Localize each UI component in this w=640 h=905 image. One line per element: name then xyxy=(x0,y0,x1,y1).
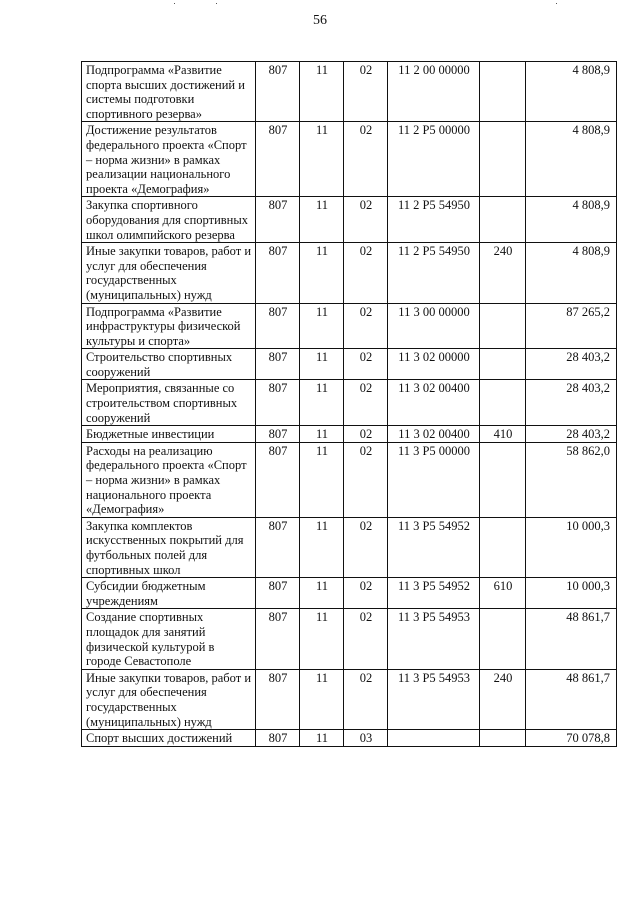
cell-csr: 11 3 P5 00000 xyxy=(388,442,480,517)
cell-vr xyxy=(480,303,526,349)
cell-sum: 28 403,2 xyxy=(526,380,617,426)
cell-ved: 807 xyxy=(256,517,300,577)
cell-name: Иные закупки товаров, работ и услуг для обеспечения государственных (муниципальных) нужд xyxy=(82,243,256,303)
cell-csr: 11 2 P5 54950 xyxy=(388,243,480,303)
scan-marks xyxy=(0,0,640,10)
cell-rz: 11 xyxy=(300,426,344,443)
cell-pr: 02 xyxy=(344,349,388,380)
cell-pr: 02 xyxy=(344,517,388,577)
cell-rz: 11 xyxy=(300,303,344,349)
cell-csr: 11 2 P5 00000 xyxy=(388,122,480,197)
cell-name: Подпрограмма «Развитие спорта высших достижений и системы подготовки спортивного резерва» xyxy=(82,62,256,122)
cell-name: Субсидии бюджетным учреждениям xyxy=(82,578,256,609)
cell-vr: 240 xyxy=(480,669,526,729)
cell-name: Иные закупки товаров, работ и услуг для обеспечения государственных (муниципальных) нужд xyxy=(82,669,256,729)
cell-vr xyxy=(480,380,526,426)
table-body xyxy=(82,62,617,747)
cell-name: Бюджетные инвестиции xyxy=(82,426,256,443)
table-row xyxy=(82,669,617,729)
cell-vr xyxy=(480,62,526,122)
cell-ved: 807 xyxy=(256,303,300,349)
cell-csr: 11 3 02 00000 xyxy=(388,349,480,380)
cell-sum: 10 000,3 xyxy=(526,578,617,609)
cell-vr xyxy=(480,122,526,197)
cell-pr: 02 xyxy=(344,303,388,349)
scan-dot xyxy=(556,3,557,4)
cell-ved: 807 xyxy=(256,122,300,197)
table-row xyxy=(82,426,617,443)
table-row xyxy=(82,243,617,303)
cell-vr xyxy=(480,442,526,517)
cell-vr xyxy=(480,349,526,380)
cell-csr: 11 3 P5 54953 xyxy=(388,669,480,729)
cell-rz: 11 xyxy=(300,197,344,243)
cell-rz: 11 xyxy=(300,349,344,380)
cell-ved: 807 xyxy=(256,669,300,729)
cell-sum: 4 808,9 xyxy=(526,243,617,303)
cell-sum: 10 000,3 xyxy=(526,517,617,577)
cell-csr: 11 3 P5 54953 xyxy=(388,609,480,669)
cell-rz: 11 xyxy=(300,122,344,197)
cell-ved: 807 xyxy=(256,609,300,669)
cell-name: Строительство спортивных сооружений xyxy=(82,349,256,380)
cell-csr: 11 2 00 00000 xyxy=(388,62,480,122)
cell-vr xyxy=(480,197,526,243)
cell-name: Расходы на реализацию федерального проекта «Спорт – норма жизни» в рамках национального проекта «Демография» xyxy=(82,442,256,517)
cell-vr xyxy=(480,730,526,747)
cell-rz: 11 xyxy=(300,517,344,577)
cell-rz: 11 xyxy=(300,243,344,303)
cell-csr: 11 3 P5 54952 xyxy=(388,517,480,577)
cell-ved: 807 xyxy=(256,426,300,443)
cell-ved: 807 xyxy=(256,442,300,517)
cell-csr: 11 3 P5 54952 xyxy=(388,578,480,609)
table-row xyxy=(82,62,617,122)
budget-table xyxy=(81,61,617,747)
table-row xyxy=(82,730,617,747)
cell-name: Создание спортивных площадок для занятий физической культурой в городе Севастополе xyxy=(82,609,256,669)
cell-sum: 4 808,9 xyxy=(526,62,617,122)
cell-ved: 807 xyxy=(256,349,300,380)
cell-name: Достижение результатов федерального проекта «Спорт – норма жизни» в рамках реализации национального проекта «Демография» xyxy=(82,122,256,197)
cell-rz: 11 xyxy=(300,578,344,609)
cell-rz: 11 xyxy=(300,609,344,669)
cell-pr: 02 xyxy=(344,669,388,729)
cell-csr: 11 3 02 00400 xyxy=(388,426,480,443)
scan-dot xyxy=(216,3,217,4)
table-row xyxy=(82,517,617,577)
table-row xyxy=(82,303,617,349)
cell-csr: 11 2 P5 54950 xyxy=(388,197,480,243)
cell-ved: 807 xyxy=(256,62,300,122)
cell-vr xyxy=(480,517,526,577)
cell-sum: 28 403,2 xyxy=(526,426,617,443)
cell-sum: 28 403,2 xyxy=(526,349,617,380)
cell-pr: 02 xyxy=(344,62,388,122)
cell-pr: 02 xyxy=(344,426,388,443)
table-row xyxy=(82,349,617,380)
cell-pr: 02 xyxy=(344,442,388,517)
cell-csr: 11 3 02 00400 xyxy=(388,380,480,426)
cell-vr: 240 xyxy=(480,243,526,303)
cell-vr xyxy=(480,609,526,669)
cell-vr: 410 xyxy=(480,426,526,443)
cell-ved: 807 xyxy=(256,730,300,747)
table-row xyxy=(82,578,617,609)
cell-pr: 02 xyxy=(344,380,388,426)
table-row xyxy=(82,122,617,197)
cell-pr: 03 xyxy=(344,730,388,747)
cell-ved: 807 xyxy=(256,578,300,609)
cell-sum: 48 861,7 xyxy=(526,669,617,729)
cell-name: Закупка комплектов искусственных покрытий для футбольных полей для спортивных школ xyxy=(82,517,256,577)
cell-ved: 807 xyxy=(256,197,300,243)
cell-sum: 58 862,0 xyxy=(526,442,617,517)
cell-name: Спорт высших достижений xyxy=(82,730,256,747)
cell-rz: 11 xyxy=(300,380,344,426)
table-row xyxy=(82,442,617,517)
cell-rz: 11 xyxy=(300,62,344,122)
page-number: 56 xyxy=(313,13,327,28)
cell-name: Подпрограмма «Развитие инфраструктуры физической культуры и спорта» xyxy=(82,303,256,349)
cell-sum: 70 078,8 xyxy=(526,730,617,747)
cell-pr: 02 xyxy=(344,609,388,669)
table-row xyxy=(82,609,617,669)
cell-pr: 02 xyxy=(344,243,388,303)
cell-csr: 11 3 00 00000 xyxy=(388,303,480,349)
table-row xyxy=(82,197,617,243)
cell-name: Закупка спортивного оборудования для спортивных школ олимпийского резерва xyxy=(82,197,256,243)
cell-sum: 4 808,9 xyxy=(526,122,617,197)
cell-rz: 11 xyxy=(300,442,344,517)
cell-rz: 11 xyxy=(300,669,344,729)
cell-pr: 02 xyxy=(344,578,388,609)
cell-pr: 02 xyxy=(344,122,388,197)
cell-sum: 48 861,7 xyxy=(526,609,617,669)
cell-sum: 87 265,2 xyxy=(526,303,617,349)
cell-csr xyxy=(388,730,480,747)
cell-pr: 02 xyxy=(344,197,388,243)
cell-ved: 807 xyxy=(256,380,300,426)
cell-vr: 610 xyxy=(480,578,526,609)
cell-ved: 807 xyxy=(256,243,300,303)
scan-dot xyxy=(174,3,175,4)
cell-rz: 11 xyxy=(300,730,344,747)
cell-name: Мероприятия, связанные со строительством спортивных сооружений xyxy=(82,380,256,426)
table-row xyxy=(82,380,617,426)
cell-sum: 4 808,9 xyxy=(526,197,617,243)
